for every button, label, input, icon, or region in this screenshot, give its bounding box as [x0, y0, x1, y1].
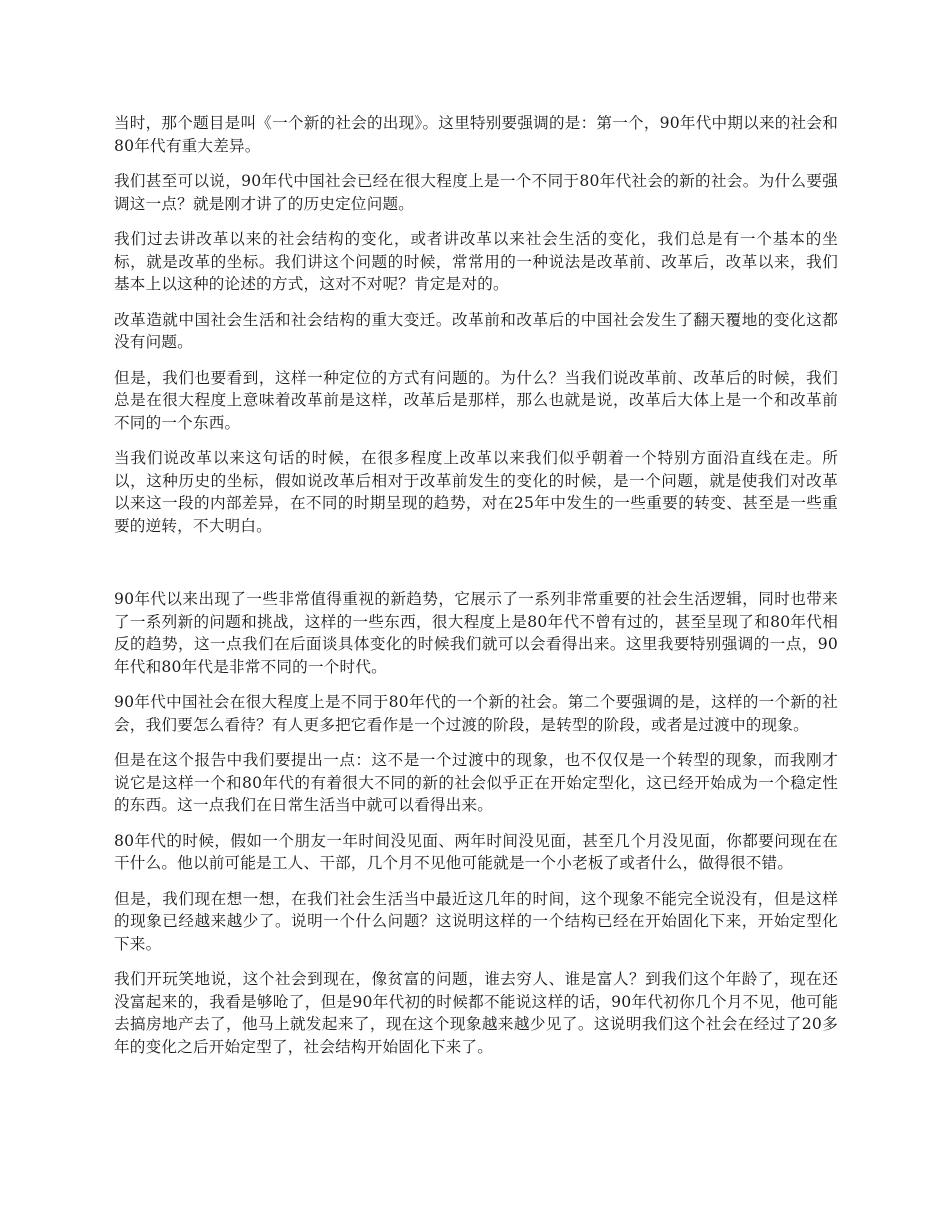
- paragraph: 但是，我们现在想一想，在我们社会生活当中最近这几年的时间，这个现象不能完全说没有，但是这样的现象已经越来越少了。说明一个什么问题？这说明这样的一个结构已经在开始固化下来，开始定型化下来。: [114, 889, 838, 953]
- paragraph: 我们过去讲改革以来的社会结构的变化，或者讲改革以来社会生活的变化，我们总是有一个基本的坐标，就是改革的坐标。我们讲这个问题的时候，常常用的一种说法是改革前、改革后，改革以来，我们基本上以这种的论述的方式，这对不对呢？肯定是对的。: [114, 230, 838, 293]
- paragraph: 80年代的时候，假如一个朋友一年时间没见面、两年时间没见面，甚至几个月没见面，你都要问现在在干什么。他以前可能是工人、干部，几个月不见他可能就是一个小老板了或者什么，做得很不错。: [114, 831, 838, 872]
- paragraph: 当我们说改革以来这句话的时候，在很多程度上改革以来我们似乎朝着一个特别方面沿直线在走。所以，这种历史的坐标，假如说改革后相对于改革前发生的变化的时候，是一个问题，就是使我们对改革以来这一段的内部差异，在不同的时期呈现的趋势，对在25年中发生的一些重要的转变、甚至是一些重要的逆转，不大明白。: [114, 449, 838, 535]
- paragraph: 90年代以来出现了一些非常值得重视的新趋势，它展示了一系列非常重要的社会生活逻辑，同时也带来了一系列新的问题和挑战，这样的一些东西，很大程度上是80年代不曾有过的，甚至呈现了和80年代相反的趋势，这一点我们在后面谈具体变化的时候我们就可以会看得出来。这里我要特别强调的一点，90年代和80年代是非常不同的一个时代。: [114, 590, 838, 676]
- paragraph: 我们甚至可以说，90年代中国社会已经在很大程度上是一个不同于80年代社会的新的社会。为什么要强调这一点？就是刚才讲了的历史定位问题。: [114, 172, 838, 213]
- section-2: [114, 588, 838, 1058]
- paragraph: 改革造就中国社会生活和社会结构的重大变迁。改革前和改革后的中国社会发生了翻天覆地的变化这都没有问题。: [114, 310, 838, 351]
- paragraph: 但是，我们也要看到，这样一种定位的方式有问题的。为什么？当我们说改革前、改革后的时候，我们总是在很大程度上意味着改革前是这样，改革后是那样，那么也就是说，改革后大体上是一个和改革前不同的一个东西。: [114, 368, 838, 432]
- paragraph: 90年代中国社会在很大程度上是不同于80年代的一个新的社会。第二个要强调的是，这样的一个新的社会，我们要怎么看待？有人更多把它看作是一个过渡的阶段，是转型的阶段，或者是过渡中的现象。: [114, 693, 838, 734]
- paragraph: 但是在这个报告中我们要提出一点：这不是一个过渡中的现象，也不仅仅是一个转型的现象，而我刚才说它是这样一个和80年代的有着很大不同的新的社会似乎正在开始定型化，这已经开始成为一个稳定性的东西。这一点我们在日常生活当中就可以看得出来。: [114, 751, 838, 814]
- paragraph: 我们开玩笑地说，这个社会到现在，像贫富的问题，谁去穷人、谁是富人？到我们这个年龄了，现在还没富起来的，我看是够呛了，但是90年代初的时候都不能说这样的话，90年代初你几个月不见，他可能去搞房地产去了，他马上就发起来了，现在这个现象越来越少见了。这说明我们这个社会在经过了20多年的变化之后开始定型了，社会结构开始固化下来了。: [114, 970, 838, 1056]
- section-1: [114, 112, 838, 537]
- section-gap: [114, 550, 838, 588]
- paragraph: 当时，那个题目是叫《一个新的社会的出现》。这里特别要强调的是：第一个，90年代中期以来的社会和80年代有重大差异。: [114, 114, 838, 155]
